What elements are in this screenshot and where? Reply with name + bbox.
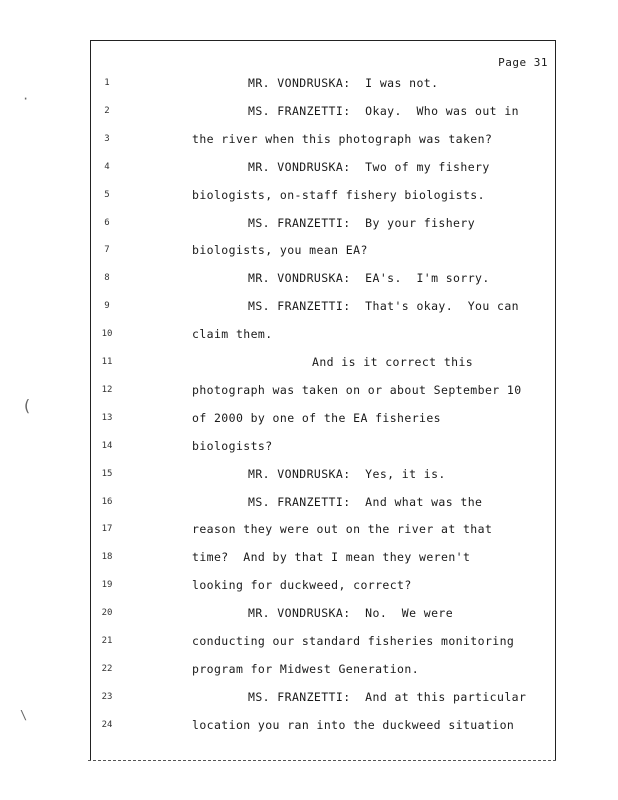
transcript-line xyxy=(0,216,618,236)
transcript-line xyxy=(0,550,618,570)
line-text: MS. FRANZETTI: That's okay. You can xyxy=(248,299,519,314)
line-number: 21 xyxy=(101,636,113,646)
transcript-line xyxy=(0,188,618,208)
line-text: MR. VONDRUSKA: I was not. xyxy=(248,76,439,90)
transcript-line xyxy=(0,718,618,738)
line-text: MR. VONDRUSKA: No. We were xyxy=(248,606,454,621)
line-number: 16 xyxy=(101,496,113,507)
transcript-line xyxy=(0,299,618,319)
line-text: biologists? xyxy=(192,438,273,453)
line-text: biologists, on-staff fishery biologists. xyxy=(192,187,485,202)
transcript-line xyxy=(0,578,618,598)
transcript-line xyxy=(0,271,618,291)
transcript-line xyxy=(0,355,618,375)
line-number: 12 xyxy=(101,384,113,395)
line-text: claim them. xyxy=(192,327,273,342)
line-number: 15 xyxy=(101,468,113,479)
transcript-line xyxy=(0,243,618,263)
line-text: MS. FRANZETTI: By your fishery xyxy=(248,215,476,230)
line-number: 22 xyxy=(101,663,113,674)
transcript-line xyxy=(0,76,618,96)
line-number: 11 xyxy=(101,357,113,367)
transcript-line xyxy=(0,327,618,347)
line-text: time? And by that I mean they weren't xyxy=(192,550,471,565)
page-number-label: Page 31 xyxy=(498,56,548,69)
line-text: MS. FRANZETTI: And at this particular xyxy=(248,689,527,704)
transcript-line xyxy=(0,104,618,124)
line-number: 20 xyxy=(101,608,113,619)
line-text: looking for duckweed, correct? xyxy=(192,578,412,593)
line-number: 18 xyxy=(101,552,113,563)
line-text: And is it correct this xyxy=(312,355,474,369)
transcript-line xyxy=(0,634,618,654)
line-text: MR. VONDRUSKA: Two of my fishery xyxy=(248,159,490,174)
transcript-line xyxy=(0,160,618,180)
line-text: biologists, you mean EA? xyxy=(192,243,368,258)
line-number: 19 xyxy=(101,580,113,591)
line-number: 17 xyxy=(101,524,113,535)
line-number: 1 xyxy=(104,78,110,88)
line-text: program for Midwest Generation. xyxy=(192,661,420,676)
transcript-line xyxy=(0,467,618,487)
line-number: 23 xyxy=(101,691,113,702)
transcript-line xyxy=(0,132,618,152)
line-number: 13 xyxy=(101,412,113,423)
transcript-line xyxy=(0,383,618,403)
line-number: 10 xyxy=(101,329,113,340)
line-text: MR. VONDRUSKA: Yes, it is. xyxy=(248,466,446,481)
line-number: 2 xyxy=(104,105,110,116)
transcript-line xyxy=(0,662,618,682)
line-number: 6 xyxy=(104,217,110,228)
line-number: 7 xyxy=(104,245,110,256)
transcript-line xyxy=(0,495,618,515)
scan-mark: · xyxy=(22,92,30,106)
line-text: MR. VONDRUSKA: EA's. I'm sorry. xyxy=(248,271,490,286)
line-text: conducting our standard fisheries monitoring xyxy=(192,634,515,648)
line-text: the river when this photograph was taken? xyxy=(192,131,493,146)
line-number: 24 xyxy=(101,719,113,730)
line-text: of 2000 by one of the EA fisheries xyxy=(192,410,442,425)
line-text: photograph was taken on or about September 10 xyxy=(192,382,522,397)
line-text: MS. FRANZETTI: Okay. Who was out in xyxy=(248,103,519,118)
line-text: location you ran into the duckweed situation xyxy=(192,717,515,732)
line-number: 9 xyxy=(104,301,110,312)
transcript-line xyxy=(0,439,618,459)
hole-punch-mark: ( xyxy=(22,396,32,415)
transcript-line xyxy=(0,606,618,626)
transcript-line xyxy=(0,690,618,710)
line-number: 4 xyxy=(104,161,110,172)
line-number: 8 xyxy=(104,273,110,284)
transcript-line xyxy=(0,411,618,431)
page-bottom-rule xyxy=(88,760,556,761)
line-text: MS. FRANZETTI: And what was the xyxy=(248,494,483,509)
scan-mark: \ xyxy=(20,708,28,722)
line-number: 3 xyxy=(104,133,110,144)
transcript-line xyxy=(0,522,618,542)
line-text: reason they were out on the river at that xyxy=(192,522,493,537)
line-number: 5 xyxy=(104,189,110,200)
line-number: 14 xyxy=(101,440,113,451)
